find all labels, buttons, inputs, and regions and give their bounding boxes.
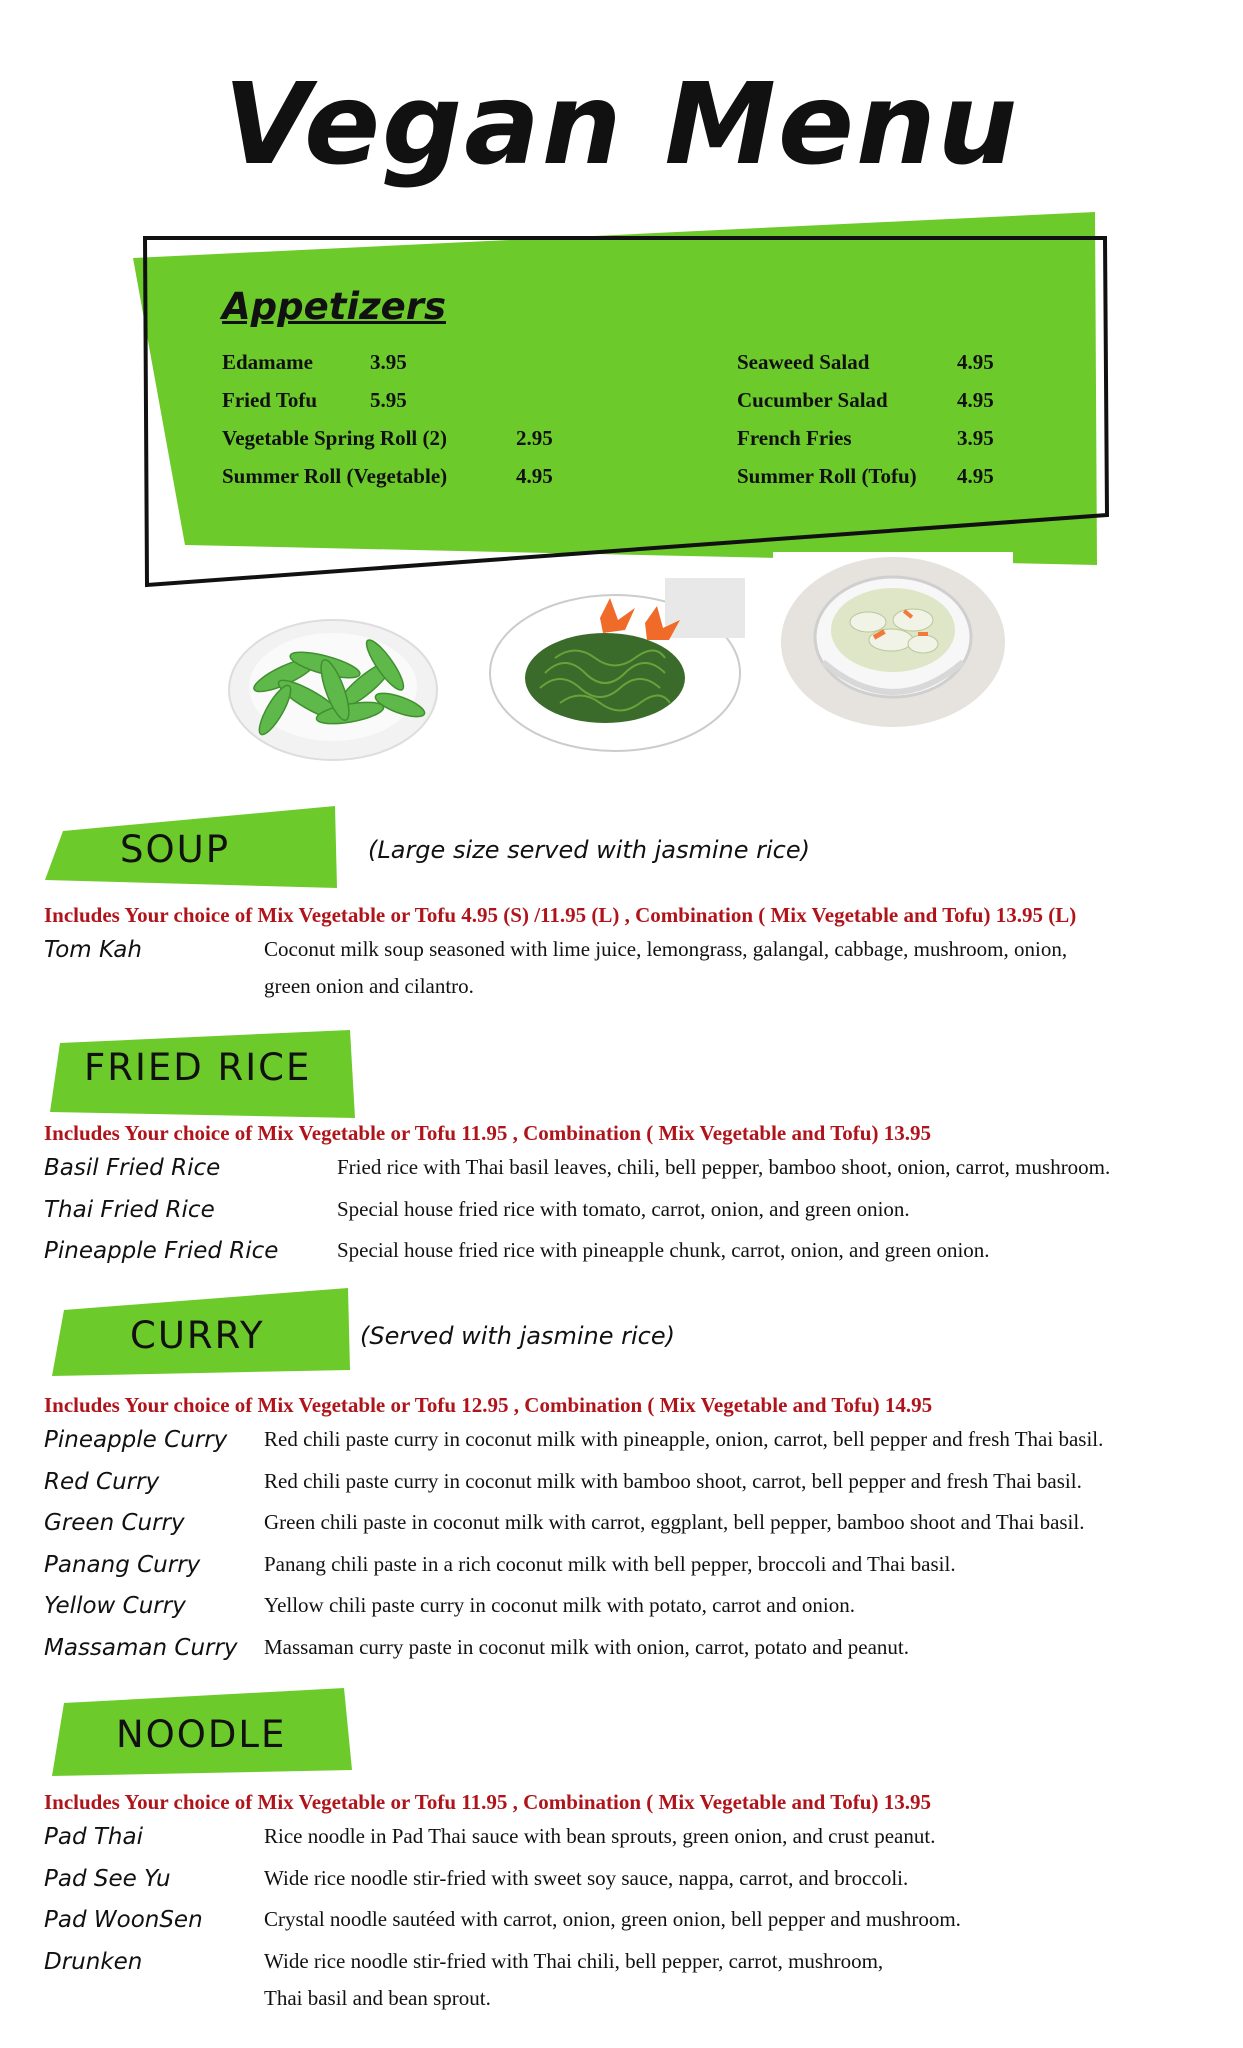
dish-name: Massaman Curry bbox=[44, 1635, 238, 1661]
page-title: Vegan Menu bbox=[223, 60, 1020, 190]
dish-description: Rice noodle in Pad Thai sauce with bean sprouts, green onion, and crust peanut. bbox=[264, 1824, 936, 1848]
dish-name: Drunken bbox=[44, 1949, 143, 1975]
appetizer-name: Seaweed Salad bbox=[737, 350, 870, 374]
appetizer-name: Summer Roll (Tofu) bbox=[737, 464, 917, 488]
dish-name: Pad See Yu bbox=[44, 1866, 171, 1892]
dish-name: Red Curry bbox=[44, 1469, 160, 1495]
appetizer-name: Fried Tofu bbox=[222, 388, 318, 412]
dish-name: Thai Fried Rice bbox=[44, 1197, 215, 1223]
cucumber-salad-photo bbox=[773, 552, 1013, 742]
dish-description: Special house fried rice with tomato, carrot, onion, and green onion. bbox=[337, 1197, 910, 1221]
dish-name: Pad WoonSen bbox=[44, 1907, 203, 1933]
dish-name: Basil Fried Rice bbox=[44, 1155, 221, 1181]
soup-includes: Includes Your choice of Mix Vegetable or Tofu 4.95 (S) /11.95 (L) , Combination ( Mix Vegetable and Tofu) 13.95 (L) bbox=[44, 903, 1077, 927]
dish-description: Wide rice noodle stir-fried with sweet soy sauce, nappa, carrot, and broccoli. bbox=[264, 1866, 909, 1890]
dish-description: Crystal noodle sautéed with carrot, onion, green onion, bell pepper and mushroom. bbox=[264, 1907, 961, 1931]
appetizer-price: 2.95 bbox=[516, 426, 553, 450]
dish-name: Yellow Curry bbox=[44, 1593, 186, 1619]
dish-description: Massaman curry paste in coconut milk with onion, carrot, potato and peanut. bbox=[264, 1635, 910, 1659]
dish-description: Yellow chili paste curry in coconut milk with potato, carrot and onion. bbox=[264, 1593, 856, 1617]
appetizers-heading: Appetizers bbox=[222, 285, 446, 328]
edamame-photo bbox=[215, 595, 455, 765]
dish-description: Special house fried rice with pineapple chunk, carrot, onion, and green onion. bbox=[337, 1238, 990, 1262]
dish-description-cont: green onion and cilantro. bbox=[264, 974, 474, 998]
appetizer-name: French Fries bbox=[737, 426, 852, 450]
appetizer-name: Edamame bbox=[222, 350, 313, 374]
curry-includes: Includes Your choice of Mix Vegetable or Tofu 12.95 , Combination ( Mix Vegetable and Tofu) 14.95 bbox=[44, 1393, 933, 1417]
soup-note: (Large size served with jasmine rice) bbox=[368, 836, 811, 864]
dish-name: Pineapple Curry bbox=[44, 1427, 228, 1453]
curry-note: (Served with jasmine rice) bbox=[360, 1322, 675, 1350]
appetizer-name: Cucumber Salad bbox=[737, 388, 888, 412]
dish-description: Red chili paste curry in coconut milk with pineapple, onion, carrot, bell pepper and fresh Thai basil. bbox=[264, 1427, 1104, 1451]
dish-description-cont: Thai basil and bean sprout. bbox=[264, 1986, 491, 2010]
appetizer-price: 4.95 bbox=[957, 350, 994, 374]
seaweed-salad-photo bbox=[485, 578, 745, 758]
dish-description: Coconut milk soup seasoned with lime juice, lemongrass, galangal, cabbage, mushroom, onion, bbox=[264, 937, 1068, 961]
appetizer-price: 4.95 bbox=[516, 464, 553, 488]
dish-name: Tom Kah bbox=[44, 937, 142, 963]
appetizer-price: 5.95 bbox=[370, 388, 407, 412]
fried-rice-includes: Includes Your choice of Mix Vegetable or Tofu 11.95 , Combination ( Mix Vegetable and Tofu) 13.95 bbox=[44, 1121, 931, 1145]
dish-name: Green Curry bbox=[44, 1510, 185, 1536]
appetizer-panel-graphic bbox=[0, 0, 1243, 600]
appetizer-name: Vegetable Spring Roll (2) bbox=[222, 426, 447, 450]
dish-description: Green chili paste in coconut milk with carrot, eggplant, bell pepper, bamboo shoot and Thai basil. bbox=[264, 1510, 1085, 1534]
dish-description: Wide rice noodle stir-fried with Thai chili, bell pepper, carrot, mushroom, bbox=[264, 1949, 884, 1973]
appetizer-price: 4.95 bbox=[957, 388, 994, 412]
dish-description: Red chili paste curry in coconut milk with bamboo shoot, carrot, bell pepper and fresh Thai basil. bbox=[264, 1469, 1082, 1493]
appetizer-price: 3.95 bbox=[957, 426, 994, 450]
appetizer-name: Summer Roll (Vegetable) bbox=[222, 464, 448, 488]
dish-description: Panang chili paste in a rich coconut milk with bell pepper, broccoli and Thai basil. bbox=[264, 1552, 956, 1576]
fried-rice-heading: FRIED RICE bbox=[84, 1046, 312, 1089]
dish-name: Pad Thai bbox=[44, 1824, 143, 1850]
dish-description: Fried rice with Thai basil leaves, chili, bell pepper, bamboo shoot, onion, carrot, mushroom. bbox=[337, 1155, 1111, 1179]
curry-heading: CURRY bbox=[130, 1314, 265, 1357]
appetizer-price: 4.95 bbox=[957, 464, 994, 488]
noodle-includes: Includes Your choice of Mix Vegetable or Tofu 11.95 , Combination ( Mix Vegetable and Tofu) 13.95 bbox=[44, 1790, 931, 1814]
appetizer-price: 3.95 bbox=[370, 350, 407, 374]
soup-heading: SOUP bbox=[120, 828, 231, 871]
noodle-heading: NOODLE bbox=[116, 1713, 287, 1756]
dish-name: Pineapple Fried Rice bbox=[44, 1238, 279, 1264]
dish-name: Panang Curry bbox=[44, 1552, 201, 1578]
